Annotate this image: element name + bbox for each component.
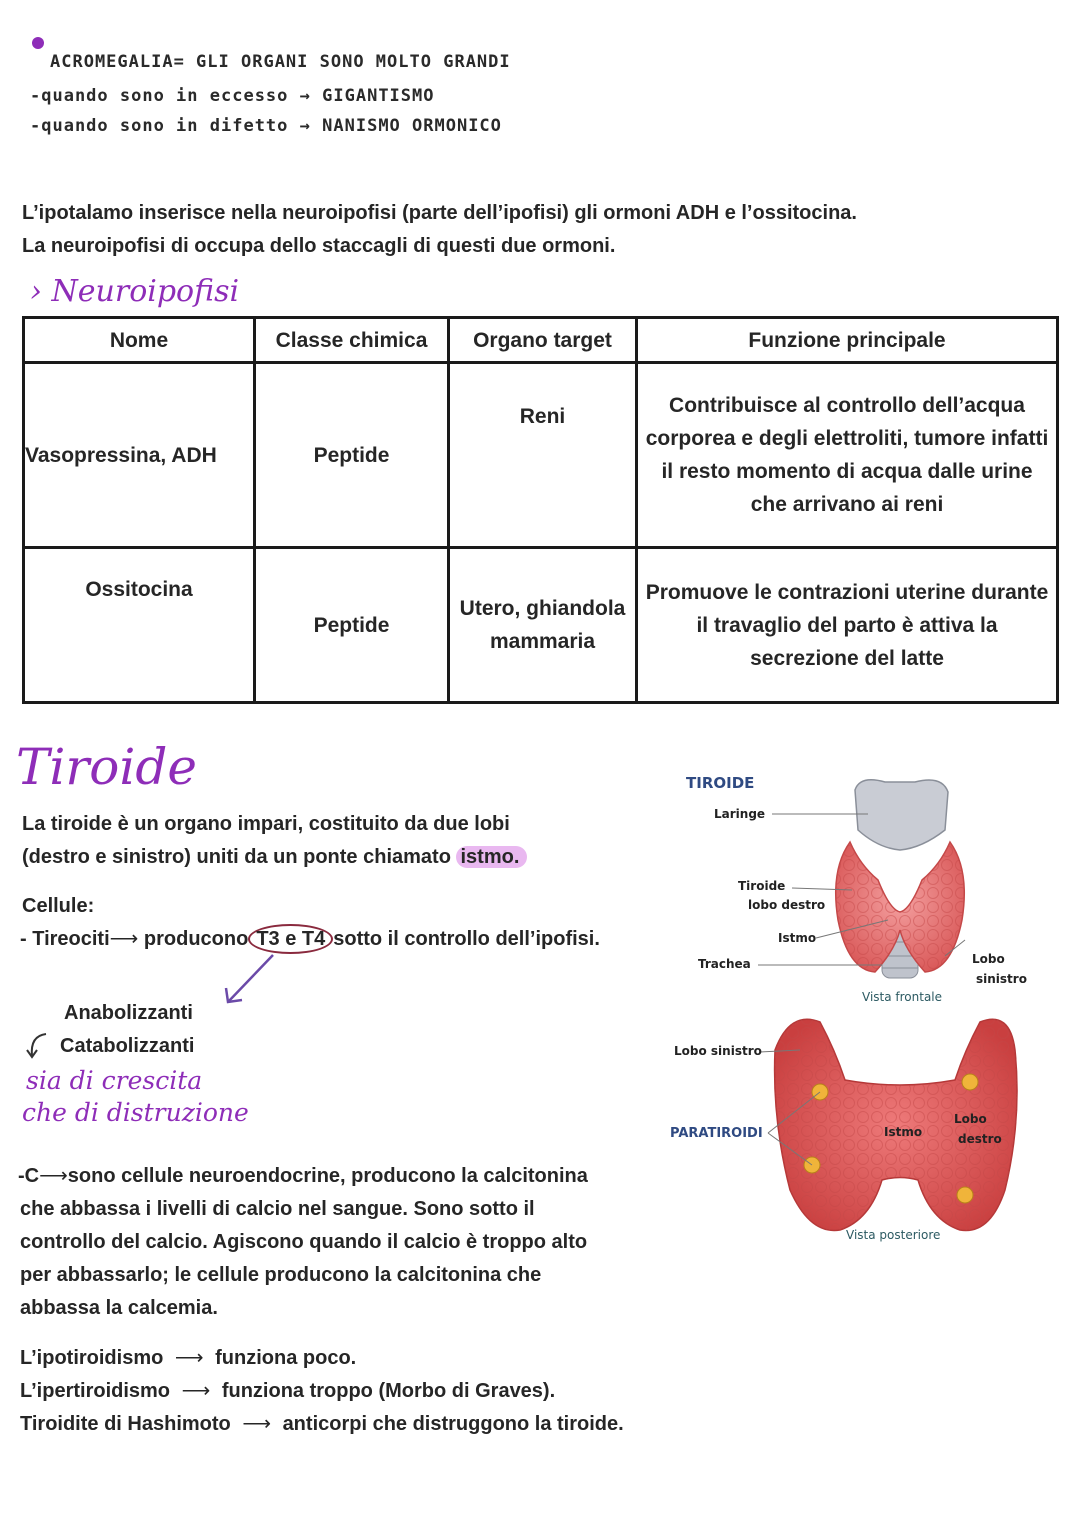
tireociti-end: sotto il controllo dell’ipofisi.	[333, 928, 600, 950]
cell-classe: Peptide	[255, 548, 449, 703]
cell-funzione: Contribuisce al controllo dell’acqua corporea e degli elettroliti, tumore infatti il resto momento di acqua dalle urine che arrivano ai reni	[637, 363, 1058, 548]
label-laringe: Laringe	[714, 807, 766, 821]
c-label: -C	[18, 1165, 40, 1187]
condition-desc: funziona troppo (Morbo di Graves).	[221, 1380, 556, 1402]
defect-note	[30, 116, 502, 136]
istmo-highlight: istmo.	[456, 846, 527, 868]
label-lobo-sinistro-2: sinistro	[976, 972, 1027, 986]
arrow-icon: ⟶	[174, 1347, 204, 1369]
c-cells-line4: per abbassarlo; le cellule producono la calcitonina che	[20, 1264, 542, 1286]
hand-note-1: sia di crescita	[26, 1066, 203, 1095]
label-vista-posteriore: Vista posteriore	[846, 1228, 941, 1242]
condition-hyper	[20, 1375, 555, 1408]
tireociti-line	[20, 923, 600, 956]
excess-result: GIGANTISMO	[322, 86, 435, 106]
hand-note-2: che di distruzione	[22, 1098, 249, 1127]
cell-target: Utero, ghiandola mammaria	[449, 548, 637, 703]
label-paratiroidi: PARATIROIDI	[670, 1126, 763, 1141]
anabolizzanti: Anabolizzanti	[64, 1002, 193, 1024]
catabolizzanti: Catabolizzanti	[60, 1035, 195, 1057]
excess-prefix: -quando sono in eccesso	[30, 86, 289, 106]
defect-prefix: -quando sono in difetto	[30, 116, 289, 136]
cellule-label: Cellule:	[22, 895, 95, 917]
arrow-icon: →	[299, 86, 323, 106]
c-cells-line2: che abbassa i livelli di calcio nel sangue. Sono sotto il	[20, 1198, 535, 1220]
neuroipofisi-table	[22, 316, 1059, 704]
tiroide-title: Tiroide	[16, 738, 197, 796]
thyroid-illustration	[660, 760, 1060, 1260]
down-arrow-icon	[218, 950, 278, 1010]
arrow-icon: ⟶	[109, 928, 139, 950]
arrow-icon: →	[299, 116, 323, 136]
condition-hypo	[20, 1342, 356, 1375]
cell-nome: Vasopressina, ADH	[24, 363, 255, 548]
intro-line1: L’ipotalamo inserisce nella neuroipofisi (parte dell’ipofisi) gli ormoni ADH e l’ossitocina.	[22, 202, 857, 224]
label-vista-frontale: Vista frontale	[862, 990, 943, 1004]
c-cells-line3: controllo del calcio. Agiscono quando il calcio è troppo alto	[20, 1231, 588, 1253]
c-cells-line5: abbassa la calcemia.	[20, 1297, 218, 1319]
condition-desc: anticorpi che distruggono la tiroide.	[282, 1413, 624, 1435]
intro-line2: La neuroipofisi di occupa dello staccagli di questi due ormoni.	[22, 235, 616, 257]
t3-t4-circled: T3 e T4	[248, 924, 333, 954]
figure-title: TIROIDE	[686, 774, 755, 792]
excess-note	[30, 86, 435, 106]
header-classe: Classe chimica	[255, 318, 449, 363]
cell-classe: Peptide	[255, 363, 449, 548]
tiroide-desc2	[22, 841, 527, 874]
cell-funzione: Promuove le contrazioni uterine durante il travaglio del parto è attiva la secrezione del latte	[637, 548, 1058, 703]
arrow-icon: ⟶	[181, 1380, 211, 1402]
condition-name: L’ipertiroidismo	[20, 1380, 171, 1402]
desc2-prefix: (destro e sinistro) uniti da un ponte chiamato	[22, 846, 451, 868]
condition-hashimoto	[20, 1408, 624, 1441]
condition-name: L’ipotiroidismo	[20, 1347, 164, 1369]
front-view	[836, 780, 965, 978]
cell-nome: Ossitocina	[24, 548, 255, 703]
acromegalia-note: ACROMEGALIA= GLI ORGANI SONO MOLTO GRANDI	[50, 52, 511, 72]
condition-desc: funziona poco.	[215, 1347, 357, 1369]
arrow-icon: ⟶	[242, 1413, 271, 1435]
header-funzione: Funzione principale	[637, 318, 1058, 363]
table-header-row	[24, 318, 1058, 363]
tiroide-desc1: La tiroide è un organo impari, costituito da due lobi	[22, 813, 510, 835]
label-istmo: Istmo	[778, 931, 817, 945]
tireociti-mid: producono	[143, 928, 249, 950]
label-lobo-destro: lobo destro	[748, 898, 826, 912]
label-istmo-post: Istmo	[884, 1125, 923, 1139]
label-lobo-sinistro-1: Lobo	[972, 952, 1005, 966]
label-tiroide: Tiroide	[738, 879, 786, 893]
condition-name: Tiroidite di Hashimoto	[20, 1413, 231, 1435]
defect-result: NANISMO ORMONICO	[322, 116, 502, 136]
neuroipofisi-heading: › Neuroipofisi	[30, 274, 240, 309]
bullet-dot	[32, 37, 44, 49]
tireociti-label: - Tireociti	[20, 928, 110, 950]
c-cells-line1	[18, 1160, 588, 1193]
label-lobo-sinistro-post: Lobo sinistro	[674, 1044, 762, 1058]
header-nome: Nome	[24, 318, 255, 363]
curved-arrow-icon	[24, 1030, 50, 1060]
arrow-icon: ⟶	[39, 1165, 68, 1187]
cell-target: Reni	[449, 363, 637, 548]
c-text: sono cellule neuroendocrine, producono la calcitonina	[67, 1165, 588, 1187]
label-trachea: Trachea	[698, 957, 751, 971]
label-lobo-destro-post-1: Lobo	[954, 1112, 987, 1126]
header-target: Organo target	[449, 318, 637, 363]
table-row	[24, 363, 1058, 548]
table-row	[24, 548, 1058, 703]
label-lobo-destro-post-2: destro	[958, 1132, 1002, 1146]
